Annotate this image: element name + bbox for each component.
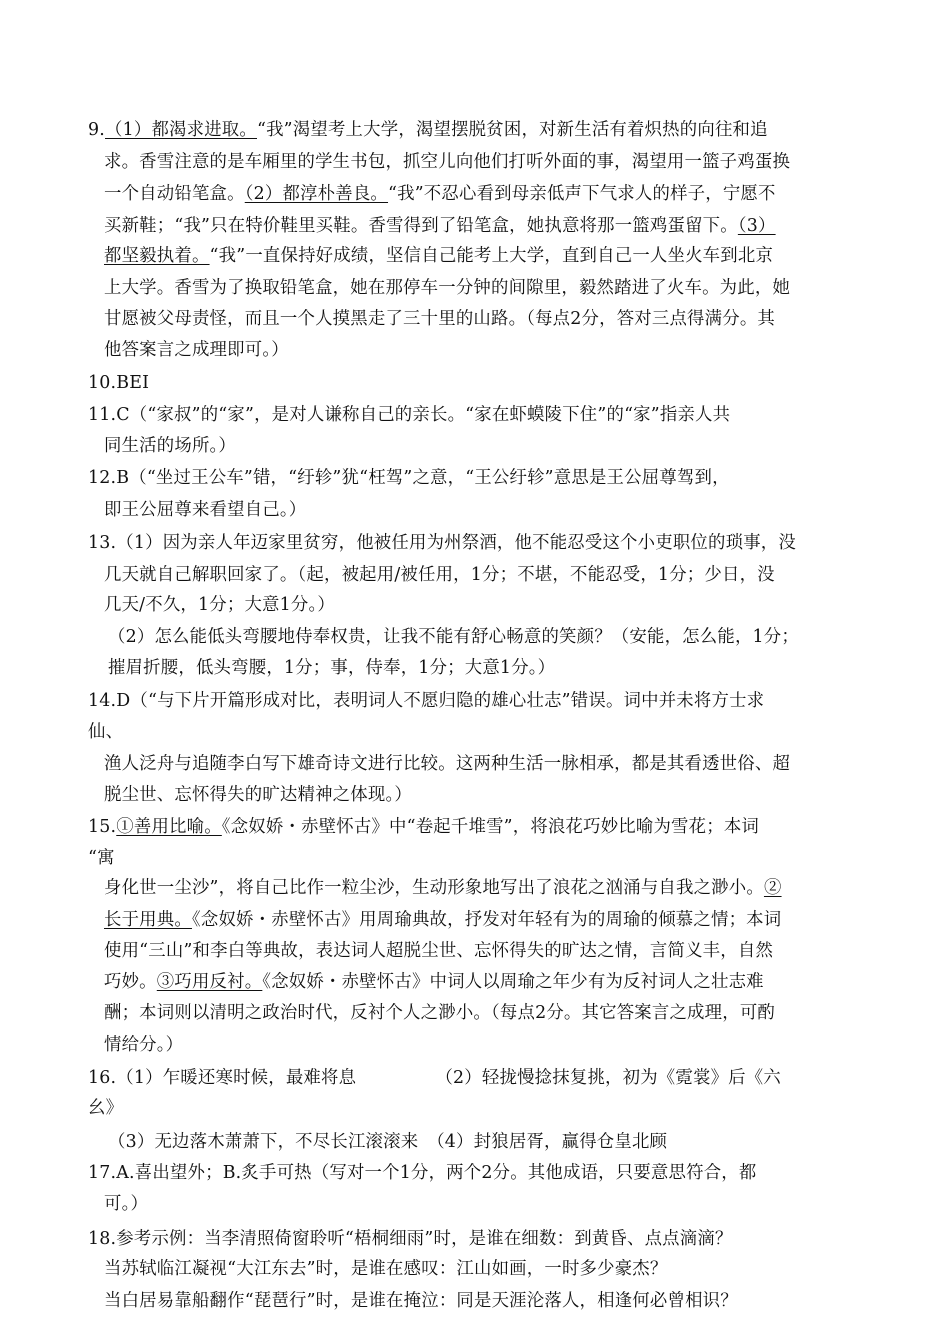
text-line (104, 752, 790, 776)
text-line (104, 1001, 775, 1025)
text-line (104, 1033, 183, 1057)
text-segment: 18.参考示例：当李清照倚窗聆听“梧桐细雨”时，是谁在细数：到黄昏、点点滴滴？ (88, 1229, 733, 1249)
text-segment: 《念奴娇・赤壁怀古》用周瑜典故，抒发对年轻有为的周瑜的倾慕之情；本词 (191, 910, 782, 930)
text-line (104, 970, 764, 994)
text-segment: 12.B（“坐过王公车”错，“纡轸”犹“枉驾”之意，“王公纡轸”意思是王公屈尊驾到， (88, 468, 730, 488)
underlined-key-point: （2）都淳朴善良。 (244, 184, 389, 204)
text-line (88, 531, 796, 555)
text-segment: 渔人泛舟与追随李白写下雄奇诗文进行比较。这两种生活一脉相承，都是其看透世俗、超 (104, 754, 791, 774)
text-segment: 9. (88, 120, 105, 140)
text-segment: （2）怎么能低头弯腰地侍奉权贵，让我不能有舒心畅意的笑颜？（安能，怎么能，1分； (108, 627, 799, 647)
text-line (88, 1066, 781, 1090)
text-line (88, 1096, 123, 1120)
underlined-key-point: ③巧用反衬。 (156, 972, 263, 992)
underlined-key-point: （1）都渴求进取。 (105, 120, 257, 140)
text-segment: 15. (88, 817, 117, 837)
text-line (88, 466, 730, 490)
text-line (88, 846, 115, 870)
text-line (88, 1161, 756, 1185)
text-line (88, 1227, 733, 1251)
text-segment: 酬；本词则以清明之政治时代，反衬个人之渺小。（每点2分。其它答案言之成理，可酌 (104, 1003, 776, 1023)
underlined-key-point: 都坚毅执着。 (104, 246, 210, 266)
text-line (88, 371, 149, 395)
text-segment: “我”渴望考上大学，渴望摆脱贫困，对新生活有着炽热的向往和追 (257, 120, 768, 140)
underlined-key-point: ①善用比喻。 (116, 817, 222, 837)
text-segment: 一个自动铅笔盒。 (104, 184, 245, 204)
text-line (88, 403, 730, 427)
text-segment: “我”不忍心看到母亲低声下气求人的样子，宁愿不 (388, 184, 776, 204)
text-segment: 上大学。香雪为了换取铅笔盒，她在那停车一分钟的间隙里，毅然踏进了火车。为此，她 (104, 278, 791, 298)
text-segment: 几天就自己解职回家了。（起，被起用/被任用，1分；不堪，不能忍受，1分；少日，没 (104, 565, 775, 585)
text-segment: 17.A.喜出望外；B.炙手可热（写对一个1分，两个2分。其他成语，只要意思符合，都 (88, 1163, 757, 1183)
text-line (104, 498, 306, 522)
text-segment: 买新鞋；“我”只在特价鞋里买鞋。香雪得到了铅笔盒，她执意将那一篮鸡蛋留下。 (104, 216, 738, 236)
text-line (88, 720, 123, 744)
text-segment: 情给分。） (104, 1035, 184, 1055)
text-line (104, 563, 775, 587)
text-segment: 甘愿被父母责怪，而且一个人摸黑走了三十里的山路。（每点2分，答对三点得满分。其 (104, 309, 776, 329)
text-segment: 他答案言之成理即可。） (104, 340, 289, 360)
text-segment: 13.（1）因为亲人年迈家里贫穷，他被任用为州祭酒，他不能忍受这个小吏职位的琐事，没 (88, 533, 796, 553)
text-segment: 同生活的场所。） (104, 436, 237, 456)
text-segment: 可。） (104, 1194, 149, 1214)
text-segment: 16.（1）乍暖还寒时候，最难将息 （2）轻拢慢捻抹复挑，初为《霓裳》后《六 (88, 1068, 781, 1088)
text-line (104, 783, 412, 807)
text-segment: 几天/不久，1分；大意1分。） (104, 595, 335, 615)
text-line (88, 118, 768, 142)
text-line (104, 876, 782, 900)
text-segment: 巧妙。 (104, 972, 157, 992)
text-line (104, 150, 790, 174)
text-line (104, 307, 775, 331)
text-line (108, 625, 799, 649)
text-line (104, 214, 776, 238)
text-line (104, 338, 289, 362)
text-segment: 11.C（“家叔”的“家”，是对人谦称自己的亲长。“家在虾蟆陵下住”的“家”指亲人共 (88, 405, 731, 425)
text-line (108, 656, 555, 680)
text-line (104, 244, 773, 268)
text-segment: 身化世一尘沙”，将自己比作一粒尘沙，生动形象地写出了浪花之汹涌与自我之渺小。 (104, 878, 764, 898)
text-line (104, 939, 773, 963)
text-segment: 10.BEI (88, 373, 150, 393)
text-line (88, 689, 764, 713)
text-segment: 《念奴娇・赤壁怀古》中“卷起千堆雪”，将浪花巧妙比喻为雪花；本词 (221, 817, 760, 837)
text-segment: 使用“三山”和李白等典故，表达词人超脱尘世、忘怀得失的旷达之情，言简义丰，自然 (104, 941, 774, 961)
text-segment: 仙、 (88, 722, 124, 742)
text-segment: 《念奴娇・赤壁怀古》中词人以周瑜之年少有为反衬词人之壮志难 (262, 972, 764, 992)
underlined-key-point: （3） (737, 216, 776, 236)
text-line (104, 1192, 148, 1216)
text-segment: 14.D（“与下片开篇形成对比，表明词人不愿归隐的雄心壮志”错误。词中并未将方士求 (88, 691, 765, 711)
underlined-key-point: ② (763, 878, 782, 898)
text-line (104, 1289, 738, 1313)
text-line (104, 593, 335, 617)
text-segment: “我”一直保持好成绩，坚信自己能考上大学，直到自己一人坐火车到北京 (209, 246, 774, 266)
text-segment: “寓 (88, 848, 115, 868)
text-segment: （3）无边落木萧萧下，不尽长江滚滚来 （4）封狼居胥，赢得仓皇北顾 (108, 1132, 668, 1152)
text-segment: 当白居易靠船翻作“琵琶行”时，是谁在掩泣：同是天涯沦落人，相逢何必曾相识？ (104, 1291, 738, 1311)
underlined-key-point: 长于用典。 (104, 910, 192, 930)
text-line (104, 434, 236, 458)
text-line (88, 815, 759, 839)
text-segment: 脱尘世、忘怀得失的旷达精神之体现。） (104, 785, 412, 805)
text-line (104, 908, 781, 932)
text-segment: 求。香雪注意的是车厢里的学生书包，抓空儿向他们打听外面的事，渴望用一篮子鸡蛋换 (104, 152, 791, 172)
text-segment: 即王公屈尊来看望自己。） (104, 500, 307, 520)
text-line (104, 276, 790, 300)
text-segment: 摧眉折腰，低头弯腰，1分；事，侍奉，1分；大意1分。） (108, 658, 556, 678)
text-segment: 幺》 (88, 1098, 124, 1118)
text-line (104, 182, 776, 206)
text-line (104, 1257, 668, 1281)
text-line (108, 1130, 667, 1154)
text-segment: 当苏轼临江凝视“大江东去”时，是谁在感叹：江山如画，一时多少豪杰？ (104, 1259, 668, 1279)
